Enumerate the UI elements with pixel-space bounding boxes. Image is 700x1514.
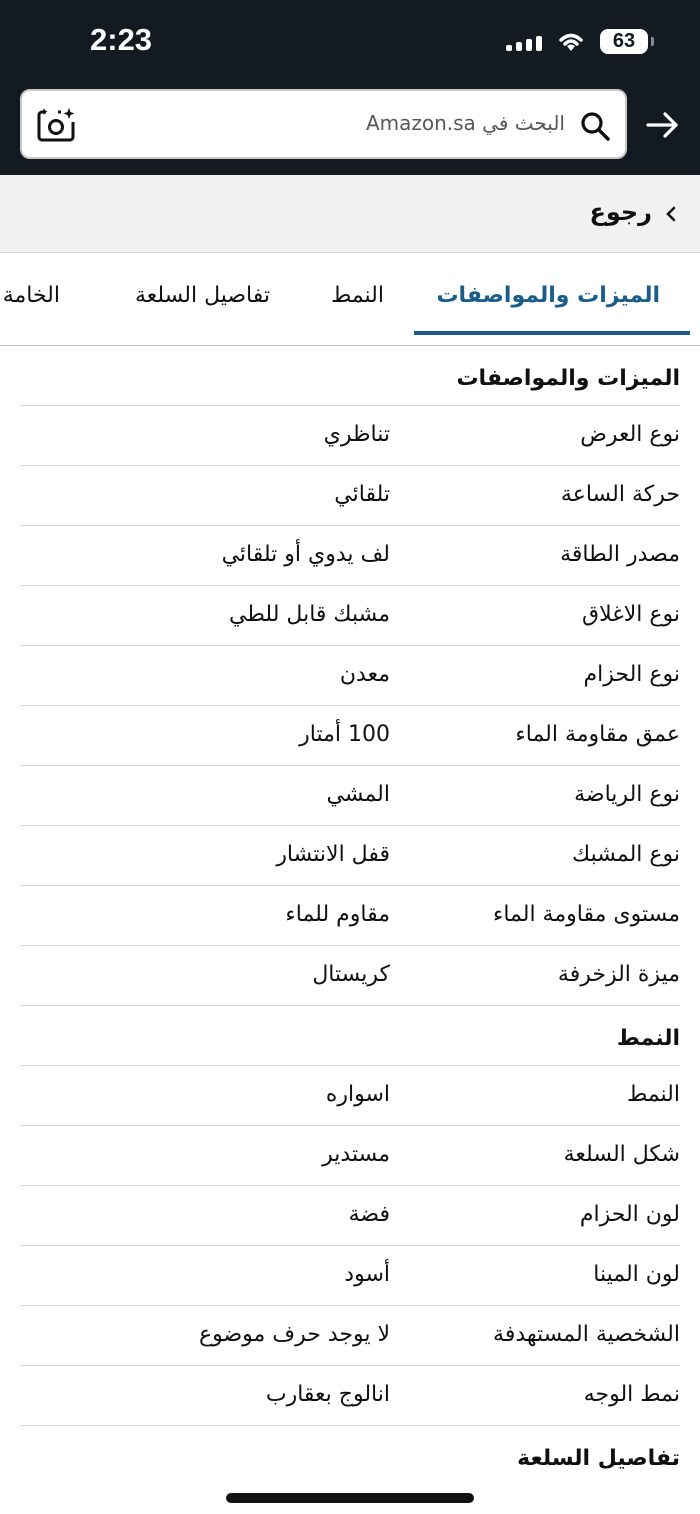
spec-row xyxy=(20,466,680,526)
spec-row xyxy=(20,586,680,646)
spec-value: مشبك قابل للطي xyxy=(229,602,390,627)
spec-value: المشي xyxy=(326,782,390,807)
spec-value: معدن xyxy=(339,662,390,687)
tab-style[interactable]: النمط xyxy=(330,283,384,308)
arrow-right-icon[interactable] xyxy=(644,106,682,144)
spec-value: تلقائي xyxy=(334,482,390,507)
spec-row xyxy=(20,706,680,766)
chevron-left-icon xyxy=(664,205,678,223)
section-title-style: النمط xyxy=(20,1006,680,1066)
spec-row xyxy=(20,1366,680,1426)
spec-label: نوع العرض xyxy=(580,422,680,447)
spec-content xyxy=(20,346,680,1486)
spec-label: الشخصية المستهدفة xyxy=(493,1322,680,1347)
spec-label: مستوى مقاومة الماء xyxy=(492,902,680,927)
spec-label: عمق مقاومة الماء xyxy=(515,722,680,747)
spec-label: النمط xyxy=(626,1082,680,1107)
active-tab-indicator xyxy=(414,331,690,335)
camera-search-icon[interactable] xyxy=(36,106,76,146)
tab-bar xyxy=(0,253,700,346)
spec-value: قفل الانتشار xyxy=(276,842,390,867)
spec-label: نوع المشبك xyxy=(572,842,680,867)
spec-label: مصدر الطاقة xyxy=(560,542,680,567)
search-icon[interactable] xyxy=(579,110,611,142)
tab-features[interactable]: الميزات والمواصفات xyxy=(436,283,660,308)
spec-label: لون المينا xyxy=(593,1262,680,1287)
status-time: 2:23 xyxy=(90,22,153,57)
battery-icon: 63 xyxy=(600,29,648,54)
section-title-features: الميزات والمواصفات xyxy=(20,346,680,406)
spec-value: مستدير xyxy=(322,1142,390,1167)
spec-row xyxy=(20,646,680,706)
cellular-signal-icon xyxy=(506,31,542,51)
spec-label: لون الحزام xyxy=(579,1202,680,1227)
spec-value: تناظري xyxy=(323,422,390,447)
search-placeholder: البحث في Amazon.sa xyxy=(365,111,565,135)
wifi-icon xyxy=(556,29,586,53)
spec-value: انالوج بعقارب xyxy=(265,1382,390,1407)
spec-value: كريستال xyxy=(312,962,390,987)
spec-value: أسود xyxy=(344,1262,390,1287)
search-input[interactable] xyxy=(20,89,627,159)
spec-value: فضة xyxy=(348,1202,390,1227)
back-label[interactable]: رجوع xyxy=(589,198,652,226)
spec-row xyxy=(20,886,680,946)
tab-item-details[interactable]: تفاصيل السلعة xyxy=(134,283,270,308)
spec-value: 100 أمتار xyxy=(299,722,390,747)
spec-label: شكل السلعة xyxy=(563,1142,680,1167)
spec-row xyxy=(20,526,680,586)
spec-value: اسواره xyxy=(325,1082,390,1107)
section-title-details: تفاصيل السلعة xyxy=(517,1446,680,1471)
spec-label: حركة الساعة xyxy=(560,482,680,507)
spec-row xyxy=(20,406,680,466)
status-indicators xyxy=(506,26,648,56)
spec-label: نوع الحزام xyxy=(583,662,680,687)
spec-row xyxy=(20,826,680,886)
spec-row xyxy=(20,766,680,826)
spec-row xyxy=(20,1066,680,1126)
home-indicator[interactable] xyxy=(226,1493,474,1503)
spec-value: لا يوجد حرف موضوع xyxy=(198,1322,390,1347)
tab-material[interactable]: الخامة xyxy=(2,283,60,308)
spec-row xyxy=(20,1186,680,1246)
back-bar[interactable] xyxy=(0,175,700,253)
spec-label: ميزة الزخرفة xyxy=(557,962,680,987)
spec-row xyxy=(20,946,680,1006)
spec-label: نوع الرياضة xyxy=(574,782,680,807)
spec-row xyxy=(20,1246,680,1306)
spec-value: لف يدوي أو تلقائي xyxy=(221,542,390,567)
spec-row xyxy=(20,1306,680,1366)
spec-row xyxy=(20,1126,680,1186)
spec-value: مقاوم للماء xyxy=(285,902,390,927)
app-header xyxy=(0,0,700,175)
spec-label: نوع الاغلاق xyxy=(582,602,680,627)
spec-label: نمط الوجه xyxy=(583,1382,680,1407)
